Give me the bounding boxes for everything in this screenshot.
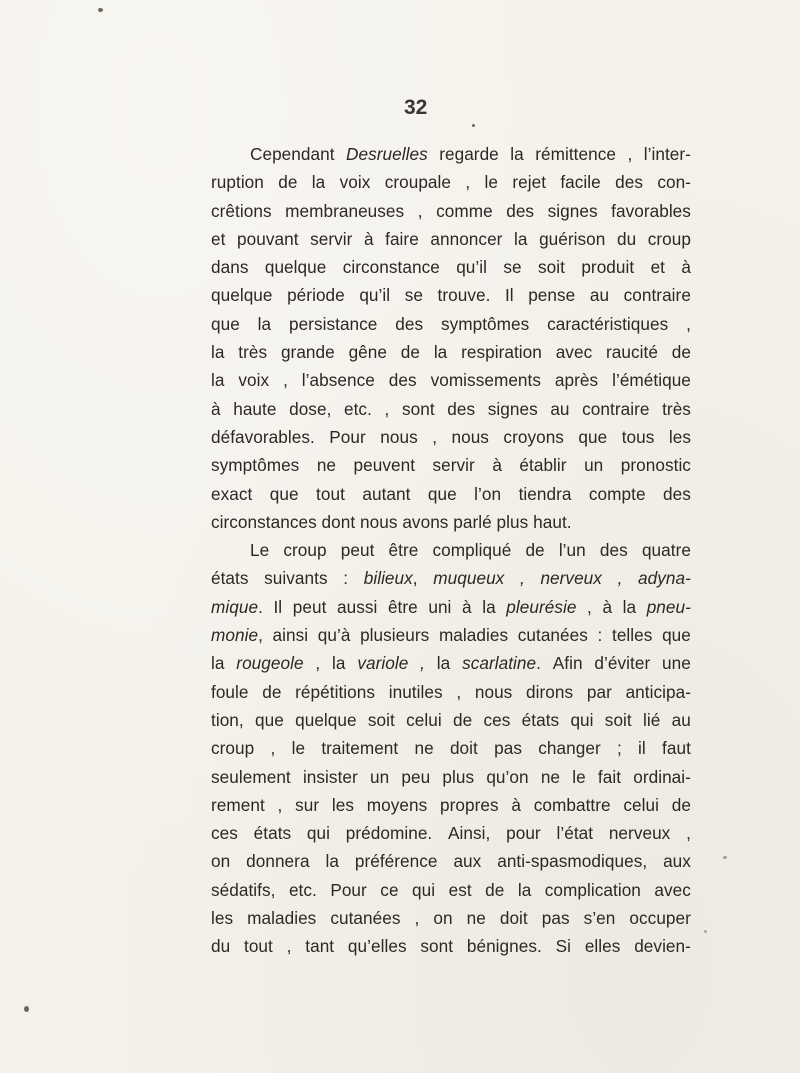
text-line: défavorables. Pour nous , nous croyons que tous les [211, 426, 691, 447]
paper-speck [24, 1006, 29, 1012]
page-number: 32 [404, 96, 428, 119]
paper-speck [704, 930, 707, 933]
text-line: crêtions membraneuses , comme des signes favorables [211, 200, 691, 221]
paper-speck [472, 124, 475, 127]
text-line: monie, ainsi qu’à plusieurs maladies cutanées : telles que [211, 625, 691, 646]
text-line: la voix , l’absence des vomissements après l’émétique [211, 370, 691, 391]
text-line: foule de répétitions inutiles , nous dirons par anticipa- [211, 681, 691, 702]
text-line: ces états qui prédomine. Ainsi, pour l’état nerveux , [211, 823, 691, 844]
text-line: symptômes ne peuvent servir à établir un pronostic [211, 455, 691, 476]
text-line: les maladies cutanées , on ne doit pas s’en occuper [211, 908, 691, 929]
text-line: seulement insister un peu plus qu’on ne le fait ordinai- [211, 766, 691, 787]
text-line: que la persistance des symptômes caractéristiques , [211, 313, 691, 334]
text-line: croup , le traitement ne doit pas changer ; il faut [211, 738, 691, 759]
text-line: exact que tout autant que l’on tiendra compte des [211, 483, 691, 504]
text-line: sédatifs, etc. Pour ce qui est de la complication avec [211, 879, 691, 900]
text-line: états suivants : bilieux, muqueux , nerveux , adyna- [211, 568, 691, 589]
text-line: rement , sur les moyens propres à combattre celui de [211, 794, 691, 815]
text-line: la très grande gêne de la respiration avec raucité de [211, 342, 691, 363]
paper-speck [98, 8, 103, 12]
text-line: tion, que quelque soit celui de ces états qui soit lié au [211, 709, 691, 730]
text-line: et pouvant servir à faire annoncer la guérison du croup [211, 228, 691, 249]
body-text [211, 140, 691, 961]
text-line: on donnera la préférence aux anti-spasmodiques, aux [211, 851, 691, 872]
text-line: Le croup peut être compliqué de l’un des quatre [250, 540, 691, 561]
paper-speck [723, 856, 727, 859]
text-line: quelque période qu’il se trouve. Il pense au contraire [211, 285, 691, 306]
text-line: à haute dose, etc. , sont des signes au contraire très [211, 398, 691, 419]
text-line: du tout , tant qu’elles sont bénignes. Si elles devien- [211, 936, 691, 957]
text-line: ruption de la voix croupale , le rejet facile des con- [211, 172, 691, 193]
text-line: dans quelque circonstance qu’il se soit produit et à [211, 257, 691, 278]
text-line: mique. Il peut aussi être uni à la pleurésie , à la pneu- [211, 596, 691, 617]
text-line: la rougeole , la variole , la scarlatine. Afin d’éviter une [211, 653, 691, 674]
text-line: Cependant Desruelles regarde la rémittence , l’inter- [250, 144, 691, 164]
text-line: circonstances dont nous avons parlé plus haut. [211, 511, 572, 532]
